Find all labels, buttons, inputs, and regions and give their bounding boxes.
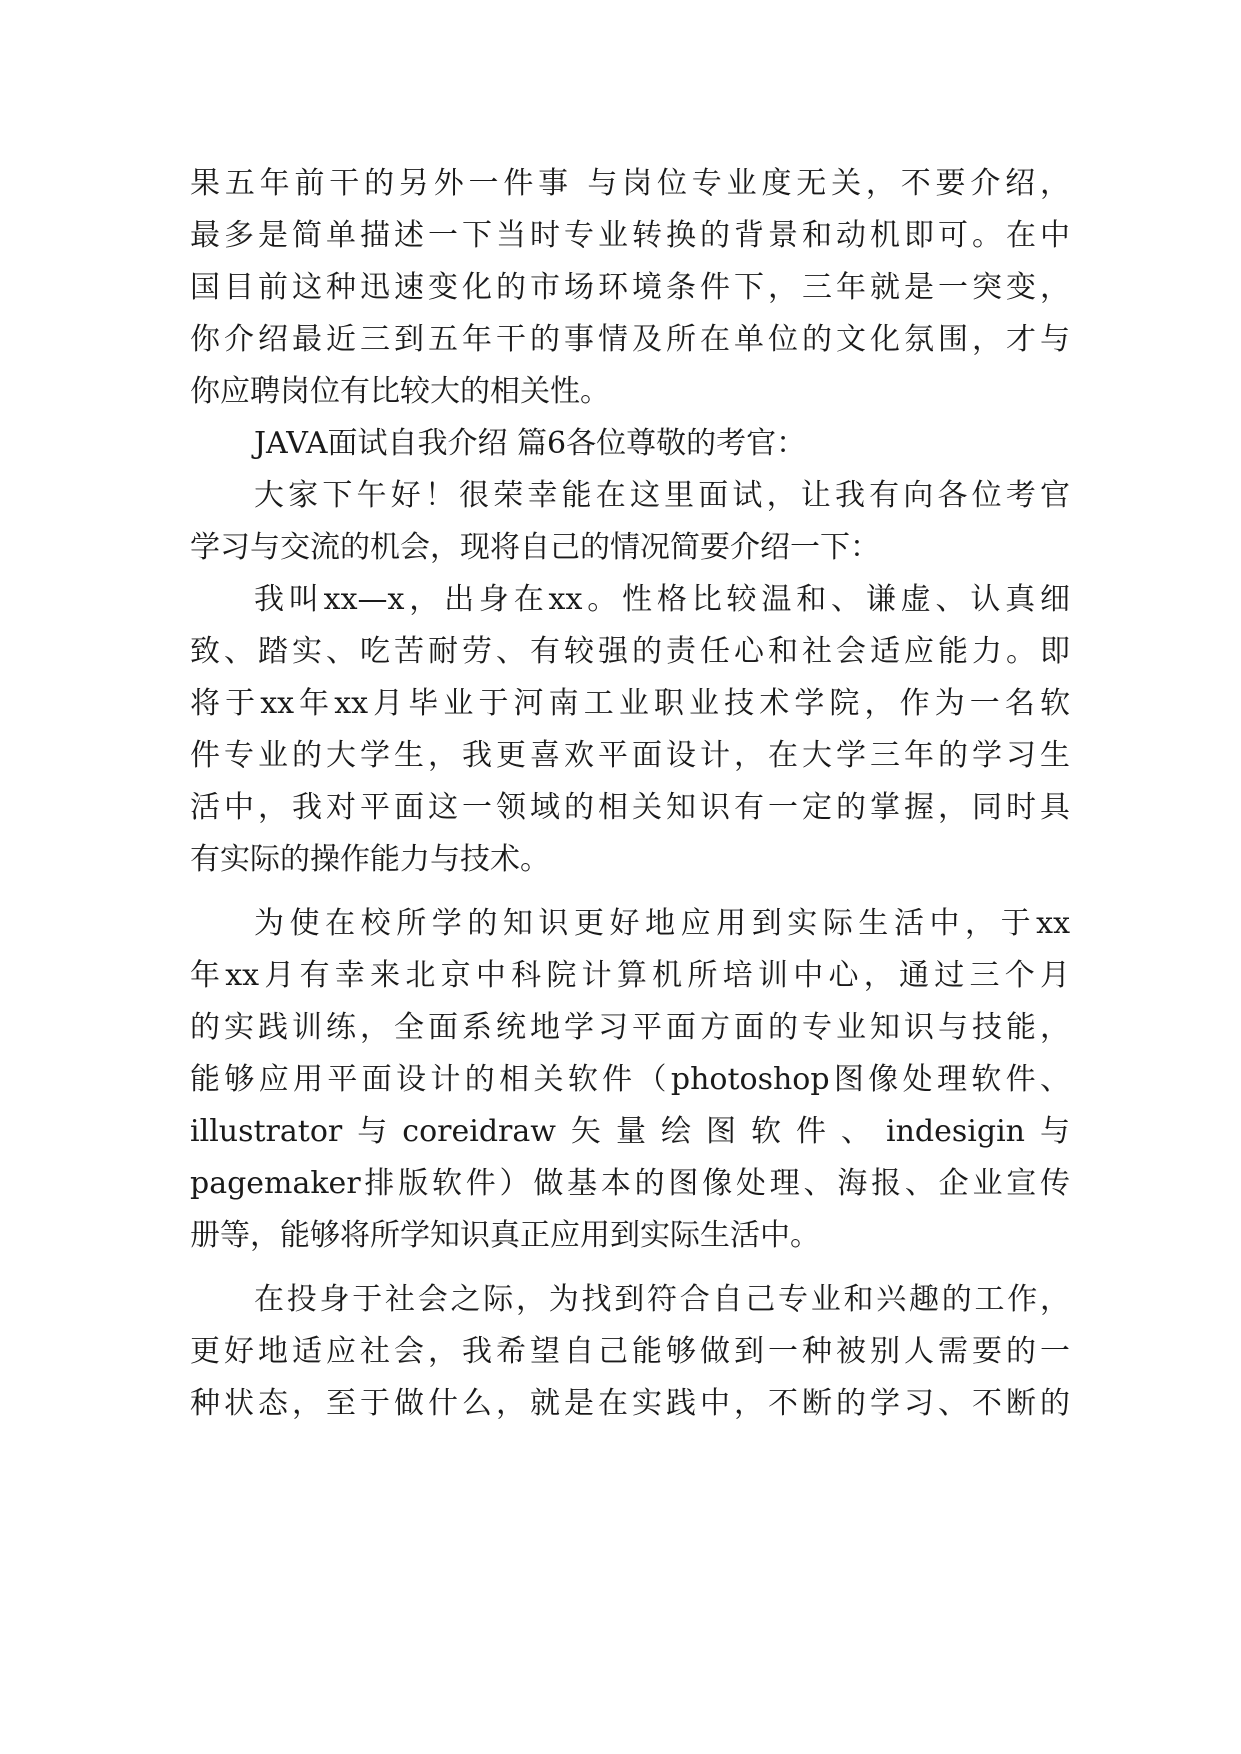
- body-line: 能够应用平面设计的相关软件（photoshop图像处理软件、: [190, 1062, 1070, 1097]
- body-line: 将于xx年xx月毕业于河南工业职业技术学院，作为一名软: [190, 686, 1070, 721]
- body-line: 我叫xx—x，出身在xx。性格比较温和、谦虚、认真细: [254, 582, 1070, 617]
- body-line: 年xx月有幸来北京中科院计算机所培训中心，通过三个月: [190, 958, 1070, 993]
- body-line: 在投身于社会之际，为找到符合自己专业和兴趣的工作，: [254, 1282, 1070, 1317]
- body-line: 最多是简单描述一下当时专业转换的背景和动机即可。在中: [190, 218, 1070, 253]
- body-line: 有实际的操作能力与技术。: [190, 842, 550, 877]
- body-line: 件专业的大学生，我更喜欢平面设计，在大学三年的学习生: [190, 738, 1070, 773]
- body-line: 果五年前干的另外一件事 与岗位专业度无关，不要介绍，: [190, 166, 1070, 201]
- body-line: 致、踏实、吃苦耐劳、有较强的责任心和社会适应能力。即: [190, 634, 1070, 669]
- body-line: 你介绍最近三到五年干的事情及所在单位的文化氛围，才与: [190, 322, 1070, 357]
- body-line: 活中，我对平面这一领域的相关知识有一定的掌握，同时具: [190, 790, 1070, 825]
- section-heading: JAVA面试自我介绍 篇6各位尊敬的考官：: [254, 426, 807, 461]
- body-line: pagemaker排版软件）做基本的图像处理、海报、企业宣传: [190, 1166, 1070, 1201]
- body-line: 大家下午好！很荣幸能在这里面试，让我有向各位考官: [254, 478, 1070, 513]
- body-line: 种状态，至于做什么，就是在实践中，不断的学习、不断的: [190, 1386, 1070, 1421]
- body-line: illustrator与coreidraw矢量绘图软件、indesigin与: [190, 1114, 1070, 1149]
- body-line: 册等，能够将所学知识真正应用到实际生活中。: [190, 1218, 820, 1253]
- body-line: 的实践训练，全面系统地学习平面方面的专业知识与技能，: [190, 1010, 1070, 1045]
- body-line: 国目前这种迅速变化的市场环境条件下，三年就是一突变，: [190, 270, 1070, 305]
- body-line: 更好地适应社会，我希望自己能够做到一种被别人需要的一: [190, 1334, 1070, 1369]
- body-line: 你应聘岗位有比较大的相关性。: [190, 374, 610, 409]
- body-line: 为使在校所学的知识更好地应用到实际生活中，于xx: [254, 906, 1070, 941]
- body-line: 学习与交流的机会，现将自己的情况简要介绍一下：: [190, 530, 880, 565]
